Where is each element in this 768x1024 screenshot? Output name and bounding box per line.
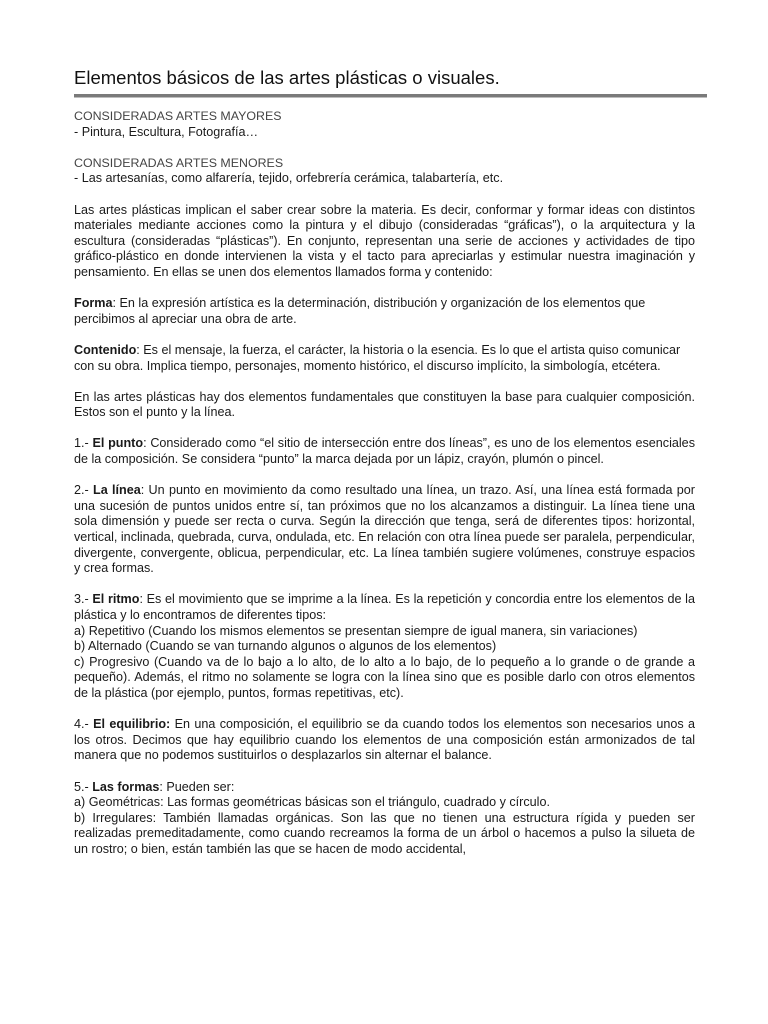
document-title: Elementos básicos de las artes plásticas o visuales. (74, 67, 500, 88)
artes-menores-section (74, 156, 695, 187)
ritmo-intro (74, 592, 695, 623)
artes-menores-heading: CONSIDERADAS ARTES MENORES (74, 155, 284, 170)
punto-number: 1.- (74, 436, 93, 451)
contenido-text: : Es el mensaje, la fuerza, el carácter, la historia o la esencia. Es lo que el artista quiso comunicar con su obra. Implica tiempo, personajes, momento histórico, el discurso implícito, la simbología, etcétera. (74, 342, 681, 373)
artes-mayores-list: - Pintura, Escultura, Fotografía… (74, 124, 259, 139)
formas-section (74, 780, 695, 858)
punto-paragraph (74, 436, 695, 467)
artes-menores-list: - Las artesanías, como alfarería, tejido, orfebrería cerámica, talabartería, etc. (74, 171, 504, 186)
forma-text: : En la expresión artística es la determinación, distribución y organización de los elementos que percibimos al apreciar una obra de arte. (74, 296, 646, 326)
formas-item-b: b) Irregulares: También llamadas orgánicas. Son las que no tienen una estructura rígida y pueden ser realizadas premeditadamente, como cuando recreamos la forma de un árbol o hacemos a pulso la silueta de un rostro; o bien, están también las que se hacen de modo accidental, (74, 810, 695, 856)
formas-term: Las formas (92, 779, 160, 794)
formas-item-a: a) Geométricas: Las formas geométricas básicas son el triángulo, cuadrado y círculo. (74, 795, 550, 810)
equilibrio-term: El equilibrio: (93, 717, 171, 732)
ritmo-item-a: a) Repetitivo (Cuando los mismos elementos se presentan siempre de igual manera, sin variaciones) (74, 623, 638, 638)
artes-mayores-section (74, 109, 695, 140)
linea-paragraph (74, 483, 695, 577)
document-body (74, 109, 695, 873)
equilibrio-paragraph (74, 717, 695, 764)
forma-paragraph (74, 296, 695, 327)
punto-term: El punto (92, 436, 144, 451)
formas-number: 5.- (74, 779, 93, 794)
ritmo-term: El ritmo (92, 592, 140, 607)
ritmo-number: 3.- (74, 592, 93, 607)
linea-text: : Un punto en movimiento da como resultado una línea, un trazo. Así, una línea está formada por una sucesión de puntos unidos entre sí, tan próximos que no los alcanzamos a distinguir. La línea tiene una sola dimensión y puede ser recta o curva. Según la dirección que tenga, será de diferentes tipos: horizontal, vertical, inclinada, quebrada, curva, ondulada, etc. En relación con otra línea puede ser paralela, perpendicular, divergente, convergente, oblicua, perpendicular, etc. La línea también sugiere volúmenes, construye espacios y crea formas. (74, 483, 695, 576)
ritmo-section (74, 592, 695, 701)
artes-mayores-heading: CONSIDERADAS ARTES MAYORES (74, 109, 282, 123)
intro-paragraph: Las artes plásticas implican el saber crear sobre la materia. Es decir, conformar y formar ideas con distintos materiales mediante acciones como la pintura y el dibujo (consideradas “gráficas”), o la arquitectura y la escultura (consideradas “plásticas”). En conjunto, representan una serie de acciones y actividades de tipo gráfico-plástico en donde intervienen la vista y el tacto para apreciarlas y estimular nuestra imaginación y pensamiento. En ellas se unen dos elementos llamados forma y contenido: (74, 202, 695, 279)
punto-text: : Considerado como “el sitio de intersección entre dos líneas”, es uno de los elementos esenciales de la composición. Se considera “punto” la marca dejada por un lápiz, crayón, plumón o pincel. (74, 436, 695, 467)
title-divider (74, 94, 707, 97)
contenido-paragraph (74, 343, 695, 374)
fundamentales-paragraph: En las artes plásticas hay dos elementos fundamentales que constituyen la base para cualquier composición. Estos son el punto y la línea. (74, 389, 695, 420)
formas-text: : Pueden ser: (159, 779, 235, 794)
forma-term: Forma (74, 296, 113, 311)
linea-number: 2.- (74, 483, 94, 498)
formas-intro (74, 780, 695, 796)
equilibrio-text: En una composición, el equilibrio se da cuando todos los elementos son necesarios unos a los otros. Decimos que hay equilibrio cuando los elementos de una composición están armonizados de tal manera que no podemos sustituirlos o desplazarlos sin alternar el balance. (74, 717, 696, 763)
ritmo-item-c: c) Progresivo (Cuando va de lo bajo a lo alto, de lo alto a lo bajo, de lo pequeño a lo grande o de grande a pequeño). Además, el ritmo no solamente se logra con la línea sino que es posible darlo con otros elementos de la plástica (por ejemplo, puntos, formas repetitivas, etc). (74, 654, 695, 700)
linea-term: La línea (93, 483, 141, 498)
ritmo-text: : Es el movimiento que se imprime a la línea. Es la repetición y concordia entre los elementos de la plástica y lo encontramos de diferentes tipos: (74, 592, 695, 622)
contenido-term: Contenido (74, 342, 137, 357)
ritmo-item-b: b) Alternado (Cuando se van turnando algunos o algunos de los elementos) (74, 639, 497, 654)
equilibrio-number: 4.- (74, 717, 94, 732)
